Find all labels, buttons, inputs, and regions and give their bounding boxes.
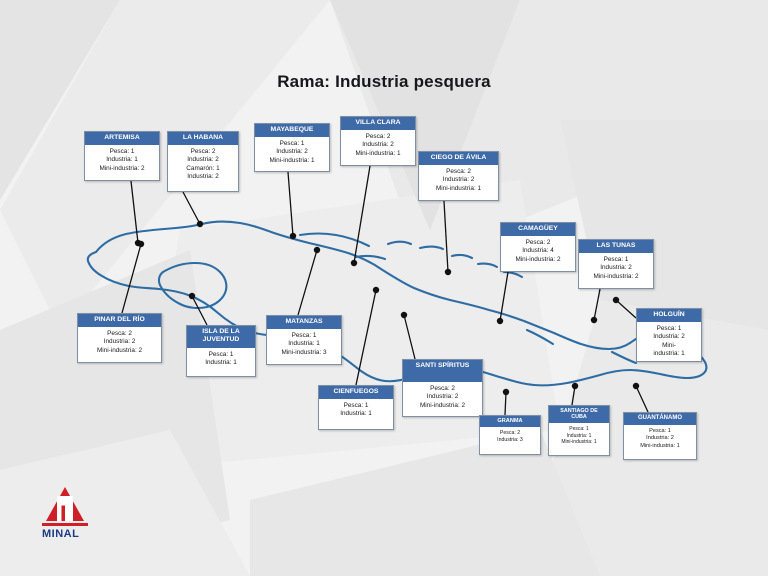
stat-line: Mini-industria: 1 — [355, 149, 401, 157]
logo-letter-icon — [57, 496, 73, 521]
stat-line: Pesca: 2 — [430, 385, 455, 392]
map-marker-santiago-de-cuba — [572, 383, 578, 389]
province-box-mayabeque[interactable] — [254, 123, 330, 172]
province-stats-villa-clara — [341, 130, 415, 162]
province-box-isla-de-la-juventud[interactable] — [186, 325, 256, 377]
province-stats-artemisa — [85, 145, 159, 177]
province-stats-ciego-de-avila — [419, 165, 498, 197]
logo-text: MINAL — [42, 528, 80, 540]
province-stats-las-tunas — [579, 253, 653, 285]
province-box-santi-spiritus[interactable] — [402, 359, 483, 417]
stat-line: Mini-industria: 3 — [281, 348, 327, 356]
province-name-santiago-de-cuba: SANTIAGO DE CUBA — [549, 406, 609, 423]
stat-line: Mini- — [662, 341, 676, 349]
stat-line: Pesca: 2 — [525, 239, 551, 246]
stat-line: Pesca: 1 — [569, 426, 589, 432]
stat-line: Industria: 2 — [653, 333, 685, 341]
stat-line: Industria: 2 — [103, 338, 136, 346]
province-box-santiago-de-cuba[interactable] — [548, 405, 610, 456]
province-stats-mayabeque — [255, 137, 329, 169]
province-box-guantanamo[interactable] — [623, 412, 697, 460]
map-marker-villa-clara — [351, 260, 357, 266]
province-name-matanzas: MATANZAS — [267, 316, 341, 329]
map-marker-las-tunas — [591, 317, 597, 323]
stat-line: Pesca: 2 — [107, 330, 132, 337]
leader-line-ciego-de-avila — [444, 201, 448, 272]
leader-line-mayabeque — [288, 172, 293, 236]
province-box-matanzas[interactable] — [266, 315, 342, 365]
stat-line: Industria: 1 — [340, 410, 372, 418]
stat-line: Pesca: 1 — [291, 332, 317, 339]
stat-line: Mini-industria: 2 — [419, 401, 466, 409]
leader-line-isla-de-la-juventud — [192, 296, 207, 325]
map-marker-guantanamo — [633, 383, 639, 389]
province-stats-granma — [480, 427, 540, 448]
stat-line: Industria: 2 — [600, 264, 632, 272]
leader-line-matanzas — [298, 250, 317, 315]
province-name-pinar-del-rio: PINAR DEL RÍO — [78, 314, 161, 327]
province-stats-isla-de-la-juventud — [187, 348, 255, 372]
stat-line: Mini-industria: 2 — [99, 164, 145, 172]
stat-line: Pesca: 1 — [279, 140, 305, 147]
map-marker-cienfuegos — [373, 287, 379, 293]
province-name-granma: GRANMA — [480, 416, 540, 427]
leader-line-camaguey — [500, 272, 508, 321]
province-stats-cienfuegos — [319, 399, 393, 423]
province-box-artemisa[interactable] — [84, 131, 160, 181]
stat-line: Industria: 4 — [522, 247, 554, 255]
stat-line: Industria: 1 — [106, 156, 138, 164]
province-stats-guantanamo — [624, 425, 696, 454]
province-stats-santi-spiritus — [403, 382, 482, 414]
stat-line: Pesca: 2 — [446, 168, 471, 175]
province-stats-pinar-del-rio — [78, 327, 161, 359]
province-name-villa-clara: VILLA CLARA — [341, 117, 415, 130]
stat-line: Mini-industria: 1 — [561, 439, 597, 445]
stat-line: Mini-industria: 2 — [96, 346, 143, 354]
province-box-holguin[interactable] — [636, 308, 702, 362]
stat-line: Industria: 1 — [566, 432, 592, 439]
province-box-villa-clara[interactable] — [340, 116, 416, 166]
leader-line-artemisa — [131, 181, 138, 243]
stat-line: Pesca: 1 — [109, 148, 135, 155]
province-stats-santiago-de-cuba — [549, 423, 609, 450]
stat-line: Pesca: 2 — [190, 148, 216, 155]
leader-line-las-tunas — [594, 289, 600, 320]
province-box-pinar-del-rio[interactable] — [77, 313, 162, 363]
province-box-cienfuegos[interactable] — [318, 385, 394, 430]
stat-line: Camarón: 1 — [186, 164, 220, 172]
province-box-camaguey[interactable] — [500, 222, 576, 272]
stat-line: Pesca: 2 — [499, 430, 521, 436]
stat-line: Industria: 2 — [187, 156, 219, 164]
stat-line: Mini-industria: 1 — [269, 156, 315, 164]
stat-line: Industria: 1 — [205, 359, 237, 367]
province-name-isla-de-la-juventud: ISLA DE LA JUVENTUD — [187, 326, 255, 348]
map-marker-santi-spiritus — [401, 312, 407, 318]
province-stats-matanzas — [267, 329, 341, 361]
stat-line: Pesca: 1 — [656, 325, 682, 332]
stat-line: Industria: 2 — [442, 176, 475, 184]
map-marker-la-habana — [197, 221, 203, 227]
stat-line: Industria: 2 — [426, 393, 459, 401]
province-stats-camaguey — [501, 236, 575, 268]
leader-line-la-habana — [183, 192, 200, 224]
map-marker-isla-de-la-juventud — [189, 293, 195, 299]
stat-line: Pesca: 1 — [208, 351, 234, 358]
province-box-ciego-de-avila[interactable] — [418, 151, 499, 201]
stat-line: Pesca: 1 — [343, 402, 369, 409]
province-stats-la-habana — [168, 145, 238, 185]
province-name-santi-spiritus: SANTI SPÍRITUS — [403, 360, 482, 382]
stat-line: Mini-industria: 1 — [435, 184, 482, 192]
province-name-guantanamo: GUANTÁNAMO — [624, 413, 696, 425]
stat-line: Industria: 2 — [187, 172, 219, 180]
stat-line: Industria: 2 — [362, 141, 394, 149]
map-marker-camaguey — [497, 318, 503, 324]
province-name-ciego-de-avila: CIEGO DE ÁVILA — [419, 152, 498, 165]
stat-line: Pesca: 1 — [649, 428, 671, 434]
province-box-la-habana[interactable] — [167, 131, 239, 192]
province-name-mayabeque: MAYABEQUE — [255, 124, 329, 137]
province-stats-holguin — [637, 322, 701, 362]
stat-line: Mini-industria: 1 — [640, 442, 680, 449]
province-name-las-tunas: LAS TUNAS — [579, 240, 653, 253]
province-box-las-tunas[interactable] — [578, 239, 654, 289]
map-marker-matanzas — [314, 247, 320, 253]
leader-line-cienfuegos — [356, 290, 376, 385]
stat-line: Pesca: 2 — [365, 133, 391, 140]
stat-line: Mini-industria: 2 — [593, 272, 639, 280]
leader-line-holguin — [616, 300, 636, 318]
stat-line: Industria: 3 — [497, 436, 523, 443]
leader-line-guantanamo — [636, 386, 648, 412]
stat-line: Mini-industria: 2 — [515, 255, 561, 263]
stat-line: Pesca: 1 — [603, 256, 629, 263]
map-marker-pinar-del-rio — [138, 241, 144, 247]
province-box-granma[interactable] — [479, 415, 541, 455]
stat-line: Industria: 2 — [276, 148, 308, 156]
map-marker-holguin — [613, 297, 619, 303]
province-name-artemisa: ARTEMISA — [85, 132, 159, 145]
leader-line-santi-spiritus — [404, 315, 415, 359]
province-name-cienfuegos: CIENFUEGOS — [319, 386, 393, 399]
stat-line: Industria: 2 — [646, 435, 674, 442]
leader-line-granma — [505, 392, 506, 415]
minal-logo — [40, 487, 108, 539]
leader-line-pinar-del-rio — [122, 244, 141, 313]
map-marker-mayabeque — [290, 233, 296, 239]
leader-line-villa-clara — [354, 166, 370, 263]
province-name-holguin: HOLGUÍN — [637, 309, 701, 322]
province-name-la-habana: LA HABANA — [168, 132, 238, 145]
stat-line: Industria: 1 — [288, 340, 320, 348]
stat-line: industria: 1 — [653, 349, 685, 357]
province-name-camaguey: CAMAGÜEY — [501, 223, 575, 236]
logo-bar — [42, 523, 88, 526]
map-marker-ciego-de-avila — [445, 269, 451, 275]
map-marker-granma — [503, 389, 509, 395]
page-title: Rama: Industria pesquera — [277, 72, 491, 91]
